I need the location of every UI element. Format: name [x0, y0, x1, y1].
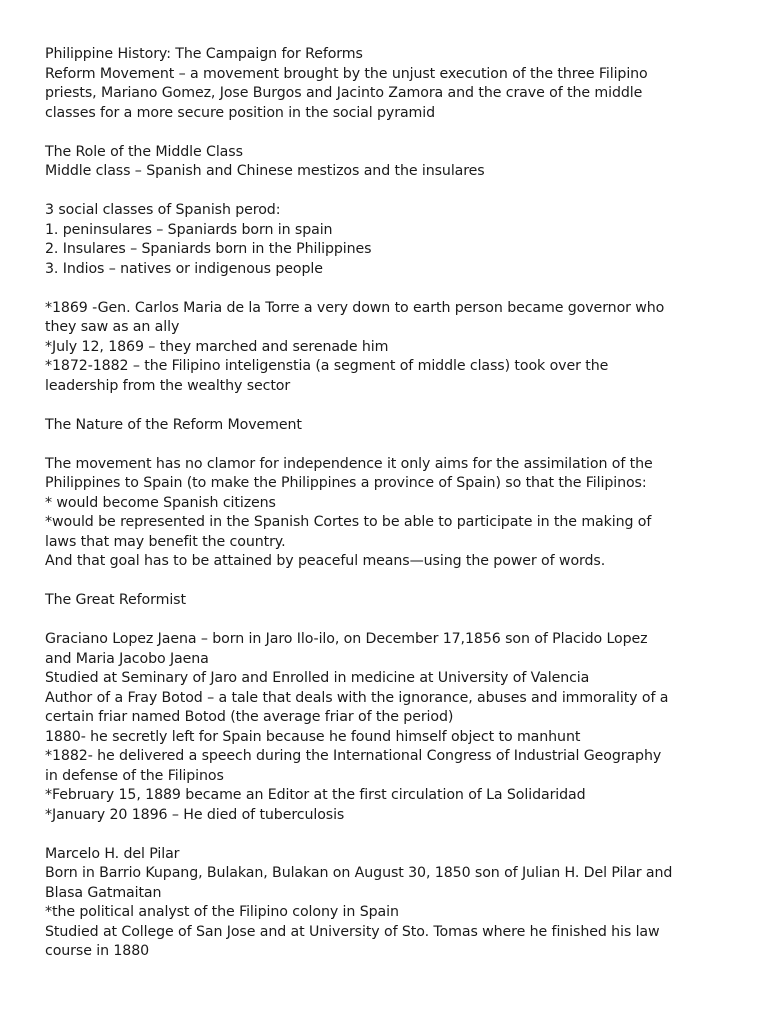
text-line: priests, Mariano Gomez, Jose Burgos and Jacinto Zamora and the crave of the middle [45, 85, 643, 101]
blank-line [45, 279, 735, 299]
blank-line [45, 123, 735, 143]
text-line: Reform Movement – a movement brought by the unjust execution of the three Filipino [45, 65, 648, 82]
text-line: Blasa Gatmaitan [45, 884, 162, 901]
blank-line [45, 825, 735, 845]
text-line: 1. peninsulares – Spaniards born in spain [45, 221, 333, 238]
document-body [45, 45, 735, 962]
blank-line [45, 572, 735, 592]
text-line: 3. Indios – natives or indigenous people [45, 260, 323, 277]
text-line: Studied at Seminary of Jaro and Enrolled in medicine at University of Valencia [45, 670, 590, 686]
text-line: laws that may benefit the country. [45, 533, 286, 550]
blank-line [45, 611, 735, 631]
text-line: Philippine History: The Campaign for Reforms [45, 46, 363, 62]
text-line: leadership from the wealthy sector [45, 377, 291, 394]
text-line: 1880- he secretly left for Spain because he found himself object to manhunt [45, 728, 581, 745]
text-line: The Nature of the Reform Movement [45, 416, 302, 433]
text-line: *the political analyst of the Filipino colony in Spain [45, 904, 399, 920]
text-line: Philippines to Spain (to make the Philippines a province of Spain) so that the Filipinos: [45, 475, 647, 491]
text-line: *1869 -Gen. Carlos Maria de la Torre a very down to earth person became governor who [45, 299, 665, 316]
blank-line [45, 435, 735, 455]
text-line: * would become Spanish citizens [45, 494, 276, 511]
text-line: Marcelo H. del Pilar [45, 845, 180, 862]
text-line: classes for a more secure position in the social pyramid [45, 104, 436, 121]
text-line: Graciano Lopez Jaena – born in Jaro Ilo-ilo, on December 17,1856 son of Placido Lopez [45, 631, 648, 647]
text-line: *February 15, 1889 became an Editor at the first circulation of La Solidaridad [45, 787, 586, 803]
text-line: *would be represented in the Spanish Cortes to be able to participate in the making of [45, 514, 652, 530]
text-line: 2. Insulares – Spaniards born in the Philippines [45, 241, 372, 257]
text-line: *January 20 1896 – He died of tuberculosis [45, 806, 345, 823]
text-line: Author of a Fray Botod – a tale that deals with the ignorance, abuses and immorality of a [45, 689, 669, 706]
text-line: And that goal has to be attained by peaceful means—using the power of words. [45, 553, 606, 569]
text-line: Middle class – Spanish and Chinese mestizos and the insulares [45, 163, 485, 179]
text-line: The movement has no clamor for independence it only aims for the assimilation of the [45, 455, 653, 472]
text-line: *1882- he delivered a speech during the International Congress of Industrial Geography [45, 748, 662, 764]
blank-line [45, 396, 735, 416]
text-line: Born in Barrio Kupang, Bulakan, Bulakan on August 30, 1850 son of Julian H. Del Pilar and [45, 865, 673, 881]
text-line: certain friar named Botod (the average friar of the period) [45, 709, 454, 725]
text-line: *1872-1882 – the Filipino inteligenstia (a segment of middle class) took over the [45, 358, 609, 374]
text-line: The Great Reformist [45, 592, 186, 608]
text-line: Studied at College of San Jose and at University of Sto. Tomas where he finished his law [45, 923, 660, 940]
text-line: *July 12, 1869 – they marched and serenade him [45, 338, 389, 355]
blank-line [45, 182, 735, 202]
text-line: in defense of the Filipinos [45, 767, 224, 784]
text-line: course in 1880 [45, 943, 150, 959]
text-line: The Role of the Middle Class [45, 143, 243, 160]
text-line: 3 social classes of Spanish perod: [45, 202, 281, 218]
text-line: and Maria Jacobo Jaena [45, 650, 209, 667]
text-line: they saw as an ally [45, 319, 180, 335]
